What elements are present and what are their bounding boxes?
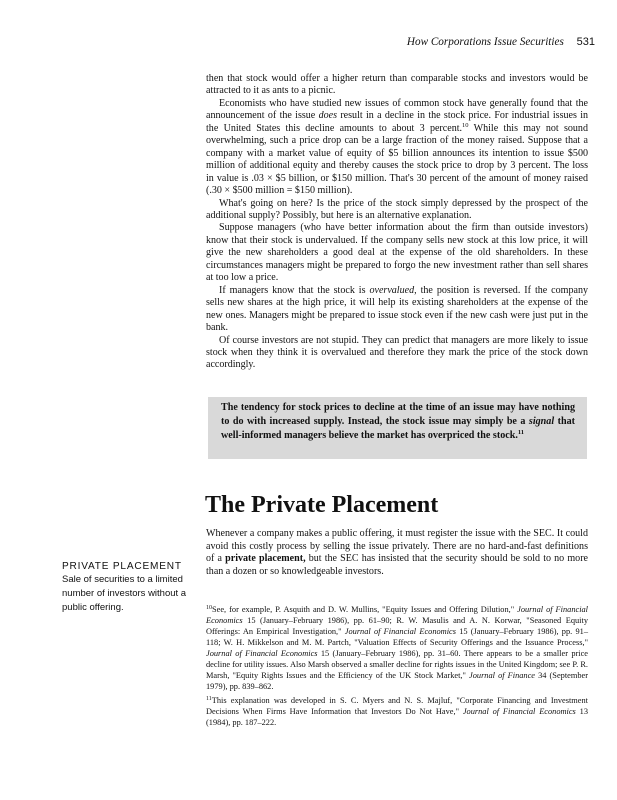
paragraph-text: If managers know that the stock is <box>219 284 370 296</box>
footnote-ref-11[interactable]: 11 <box>517 429 525 437</box>
margin-definition <box>62 560 197 614</box>
page-number: 531 <box>576 36 595 48</box>
paragraph-text: Suppose managers (who have better information about the firm than outside investors) know that their stock is undervalued. If the company sells new stock at this low price, it will give the new shareholders a good deal at the expense of the old shareholders. In these circumstances managers might be prepared to forgo the new investment rather than sell shares at too low a price. <box>206 222 588 284</box>
paragraph-text: but the SEC has insisted that the security should be sold to no more than a dozen or so knowledgeable investors. <box>206 553 589 577</box>
journal-title: Journal of Finance <box>469 671 535 681</box>
footnote-ref-10[interactable]: 10 <box>462 121 469 129</box>
footnote-text: 13 (1984), pp. 187–222. <box>206 707 588 728</box>
footnote-text: 15 (January–February 1986), pp. 31–60. There appears to be a smaller price decline for utility issues. Also Marsh observed a smaller decline for rights issues in the United Kingdom; see P. R. Marsh, "Equity Rights Issues and the Efficiency of the UK Stock Market," <box>206 649 588 681</box>
footnote-text: 34 (September 1979), pp. 839–862. <box>206 671 588 692</box>
footnote-text: 15 (January–February 1986), pp. 61–90; R. W. Masulis and A. N. Korwar, "Seasoned Equity Offerings: An Empirical Investigation," <box>206 616 588 637</box>
footnote-10 <box>206 604 588 692</box>
paragraph <box>206 73 588 98</box>
paragraph <box>206 198 588 223</box>
footnote-text: See, for example, P. Asquith and D. W. Mullins, "Equity Issues and Offering Dilution," <box>212 605 518 614</box>
journal-title: Journal of Financial Economics <box>206 605 588 626</box>
paragraph-text: Economists who have studied new issues of common stock have generally found that the announcement of the issue <box>206 97 588 122</box>
footnote-number: 11 <box>206 696 212 703</box>
journal-title: Journal of Financial Economics <box>344 627 456 637</box>
emphasis-text: does <box>318 110 338 122</box>
section-text <box>206 528 588 578</box>
running-head <box>407 36 595 48</box>
footnote-number: 10 <box>206 605 212 611</box>
paragraph <box>206 98 588 198</box>
paragraph-text: then that stock would offer a higher return than comparable stocks and investors would be attracted to it as ants to a picnic. <box>206 73 588 97</box>
footnote-text: This explanation was developed in S. C. Myers and N. S. Majluf, "Corporate Financing and Investment Decisions When Firms Have Information that Investors Do Not Have," <box>206 696 588 717</box>
key-point-callout <box>208 397 587 459</box>
paragraph-text: Whenever a company makes a public offering, it must register the issue with the SEC. It could avoid this costly process by selling the issue privately. There are no hard-and-fast definitions of a <box>206 528 588 564</box>
running-head-title: How Corporations Issue Securities <box>406 36 564 48</box>
paragraph <box>206 528 588 578</box>
margin-definition-text: Sale of securities to a limited number of investors without a public offering. <box>62 574 187 613</box>
key-term: private placement, <box>225 553 306 564</box>
journal-title: Journal of Financial Economics <box>206 649 318 659</box>
paragraph-text: What's going on here? Is the price of the stock simply depressed by the prospect of the additional supply? Possibly, but here is an alternative explanation. <box>206 197 588 221</box>
paragraph <box>206 285 588 335</box>
section-heading: The Private Placement <box>205 492 439 518</box>
footnote-text: 15 (January–February 1986), pp. 91–118; W. H. Mikkelson and M. M. Partch, "Valuation Effects of Security Offerings and the Issuance Process," <box>206 627 588 648</box>
journal-title: Journal of Financial Economics <box>462 707 576 717</box>
paragraph-text: Of course investors are not stupid. They can predict that managers are more likely to issue stock when they think it is overvalued and therefore they mark the price of the stock down accordingly. <box>206 334 588 371</box>
paragraph <box>206 222 588 284</box>
body-text <box>206 73 588 372</box>
footnote-11 <box>206 695 588 728</box>
paragraph-text: While this may not sound overwhelming, such a price drop can be a large fraction of the money raised. Suppose that a company with a market value of equity of $5 billion announces its intention to issue $500 million of additional equity and thereby causes the stock price to drop by 3 percent. The loss in value is .03 × $5 billion, or $150 million. That's 30 percent of the amount of money raised (.30 × $500 million = $150 million). <box>206 122 588 197</box>
paragraph-text: result in a decline in the stock price. For industrial issues in the United States this decline amounts to about 3 percent. <box>206 110 589 134</box>
callout-text: that well-informed managers believe the market has overpriced the stock. <box>221 416 575 442</box>
paragraph-text: the position is reversed. If the company sells new shares at the high price, it will help its existing shareholders at the expense of the new ones. Managers might be prepared to issue stock even if the new cash were just put in the bank. <box>206 284 589 334</box>
paragraph <box>206 335 588 372</box>
footnotes <box>206 604 588 732</box>
emphasis-text: overvalued, <box>369 284 417 296</box>
callout-emphasis: signal <box>528 416 555 428</box>
callout-text: The tendency for stock prices to decline at the time of an issue may have nothing to do with increased supply. Instead, the stock issue may simply be a <box>221 402 575 428</box>
margin-term: PRIVATE PLACEMENT <box>62 561 182 572</box>
